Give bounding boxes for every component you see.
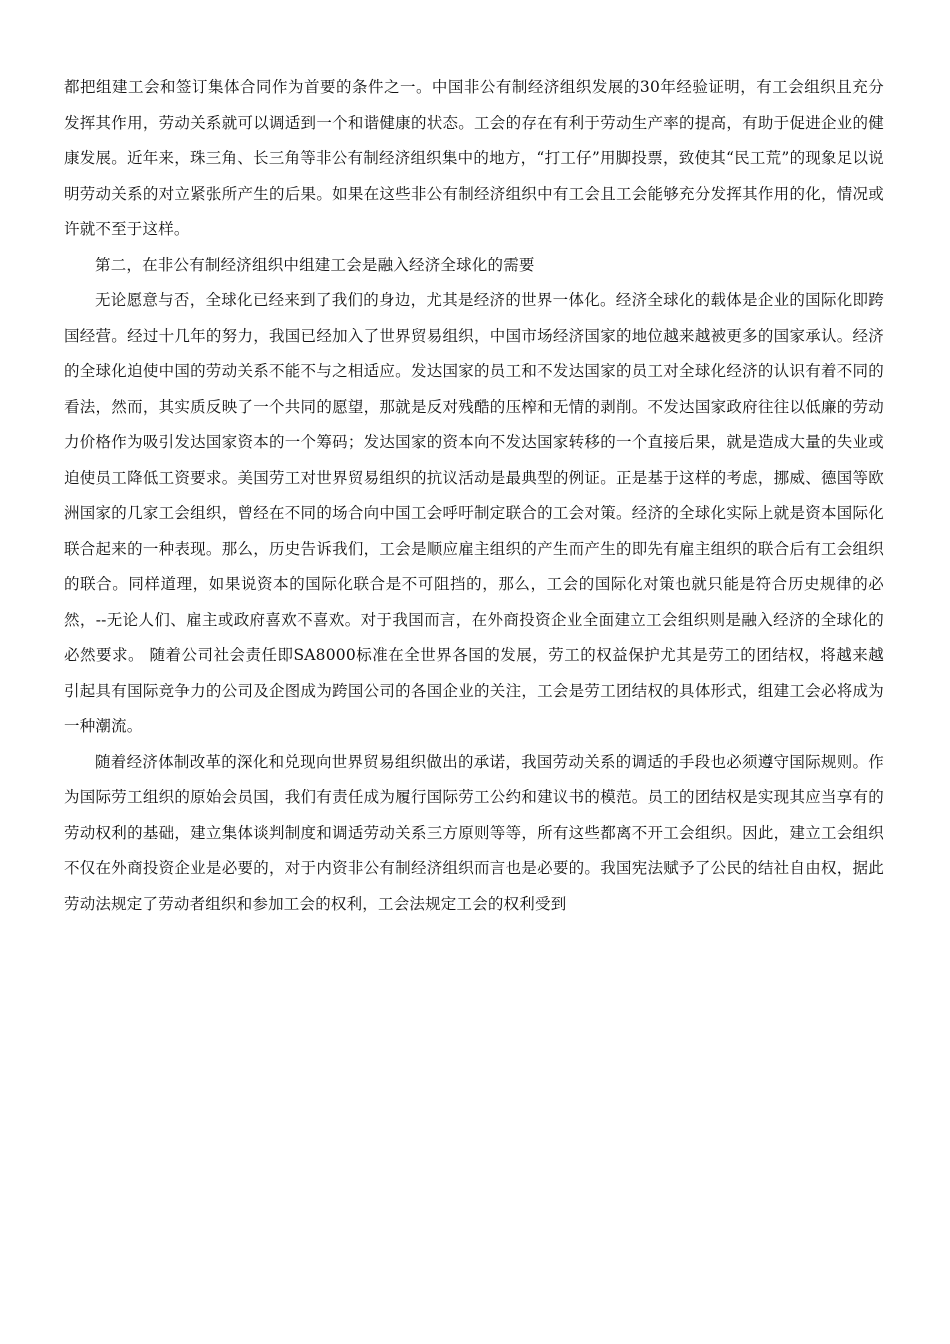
paragraph-continuation: 都把组建工会和签订集体合同作为首要的条件之一。中国非公有制经济组织发展的30年经验证明，有工会组织且充分发挥其作用，劳动关系就可以调适到一个和谐健康的状态。工会的存在有利于劳动生产率的提高，有助于促进企业的健康发展。近年来，珠三角、长三角等非公有制经济组织集中的地方，“打工仔”用脚投票，致使其“民工荒”的现象足以说明劳动关系的对立紧张所产生的后果。如果在这些非公有制经济组织中有工会且工会能够充分发挥其作用的化，情况或许就不至于这样。 (64, 78, 884, 238)
paragraph-globalization: 无论愿意与否，全球化已经来到了我们的身边，尤其是经济的世界一体化。经济全球化的载体是企业的国际化即跨国经营。经过十几年的努力，我国已经加入了世界贸易组织，中国市场经济国家的地位越来越被更多的国家承认。经济的全球化迫使中国的劳动关系不能不与之相适应。发达国家的员工和不发达国家的员工对全球化经济的认识有着不同的看法，然而，其实质反映了一个共同的愿望，那就是反对残酷的压榨和无情的剥削。不发达国家政府往往以低廉的劳动力价格作为吸引发达国家资本的一个筹码；发达国家的资本向不发达国家转移的一个直接后果，就是造成大量的失业或迫使员工降低工资要求。美国劳工对世界贸易组织的抗议活动是最典型的例证。正是基于这样的考虑，挪威、德国等欧洲国家的几家工会组织，曾经在不同的场合向中国工会呼吁制定联合的工会对策。经济的全球化实际上就是资本国际化联合起来的一种表现。那么，历史告诉我们，工会是顺应雇主组织的产生而产生的即先有雇主组织的联合后有工会组织的联合。同样道理，如果说资本的国际化联合是不可阻挡的，那么，工会的国际化对策也就只能是符合历史规律的必然，--无论人们、雇主或政府喜欢不喜欢。对于我国而言，在外商投资企业全面建立工会组织则是融入经济的全球化的必然要求。 随着公司社会责任即SA8000标准在全世界各国的发展，劳工的权益保护尤其是劳工的团结权，将越来越引起具有国际竞争力的公司及企图成为跨国公司的各国企业的关注，工会是劳工团结权的具体形式，组建工会必将成为一种潮流。 (64, 291, 884, 735)
section-heading-second-point: 第二，在非公有制经济组织中组建工会是融入经济全球化的需要 (95, 255, 535, 274)
paragraph-international-rules: 随着经济体制改革的深化和兑现向世界贸易组织做出的承诺，我国劳动关系的调适的手段也必须遵守国际规则。作为国际劳工组织的原始会员国，我们有责任成为履行国际劳工公约和建议书的模范。员工的团结权是实现其应当享有的劳动权利的基础，建立集体谈判制度和调适劳动关系三方原则等等，所有这些都离不开工会组织。因此，建立工会组织不仅在外商投资企业是必要的，对于内资非公有制经济组织而言也是必要的。我国宪法赋予了公民的结社自由权，据此劳动法规定了劳动者组织和参加工会的权利，工会法规定工会的权利受到 (64, 752, 884, 913)
document-page (64, 70, 884, 922)
